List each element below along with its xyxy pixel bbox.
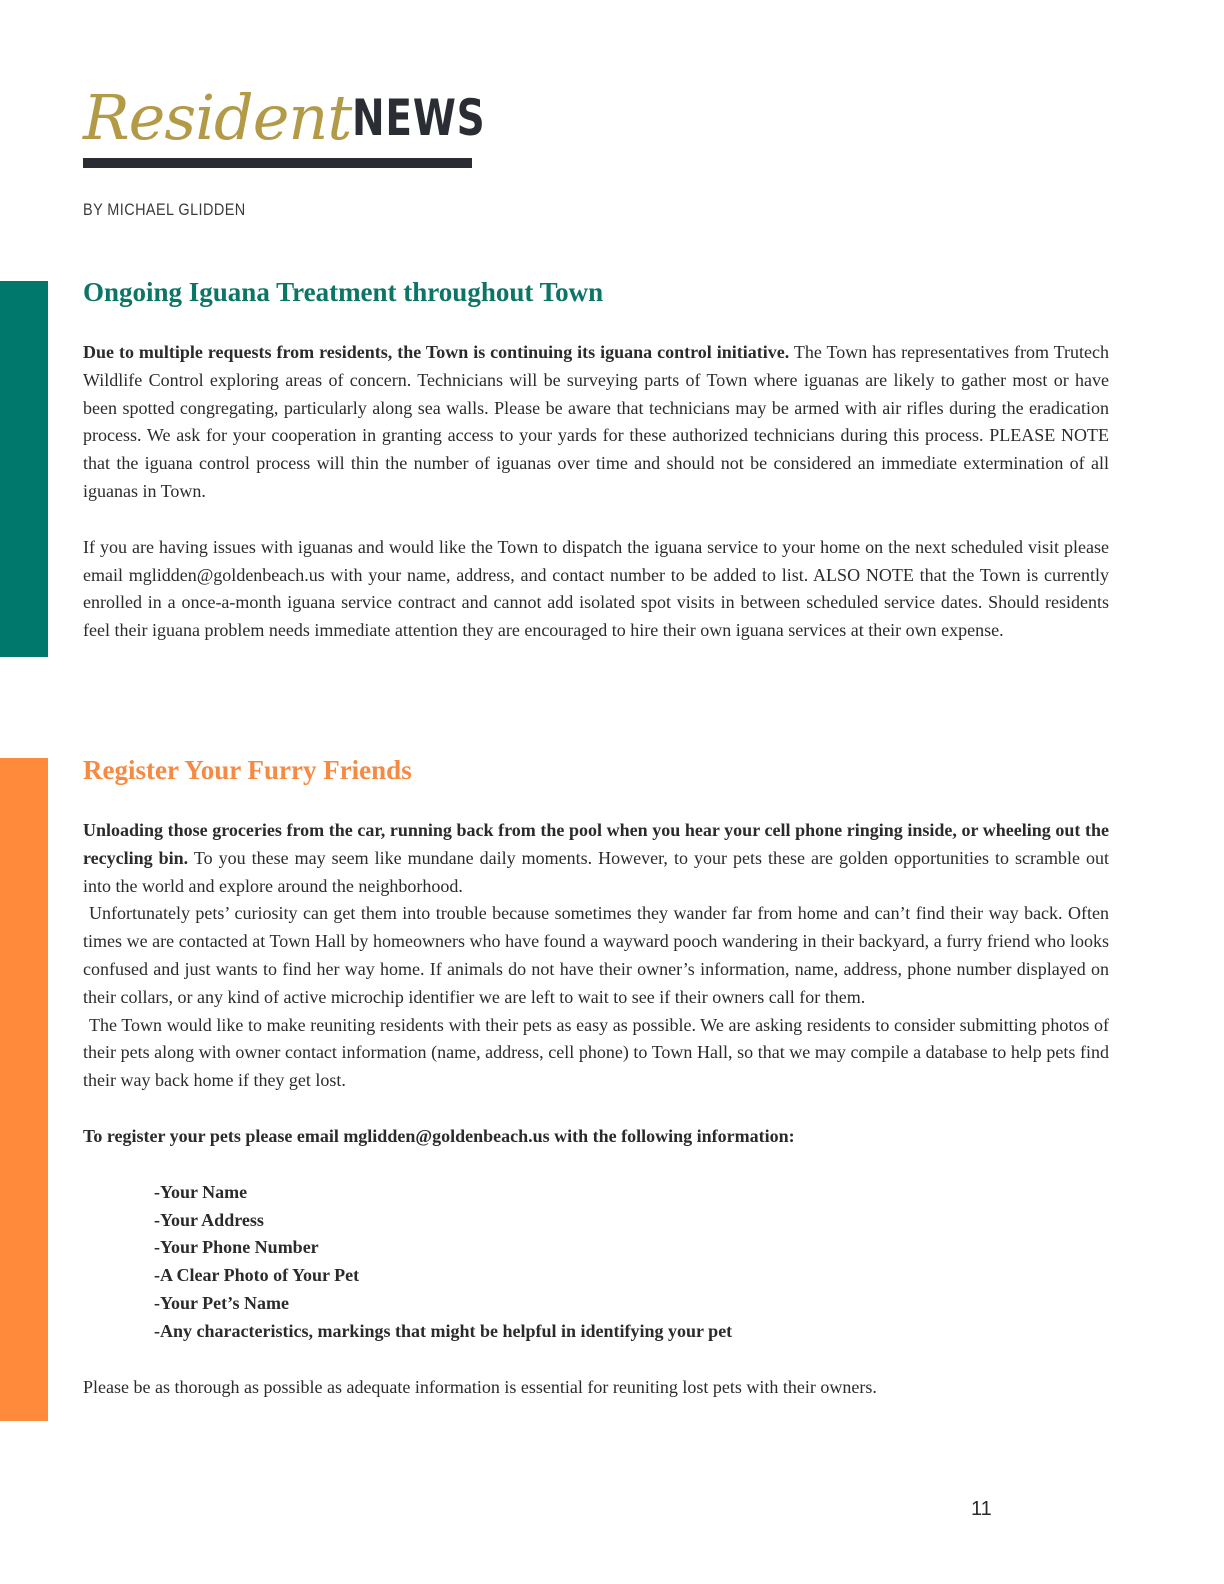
pets-section-title: Register Your Furry Friends — [83, 755, 412, 785]
pets-paragraph-1-lead: Unloading those groceries from the car, running back from the pool when you hear your cell phone ringing inside, or wheeling out the recycling bin. — [83, 820, 1109, 868]
pets-paragraph-3: The Town would like to make reuniting residents with their pets as easy as possible. We are asking residents to consider submitting photos of their pets along with owner contact information (name, address, cell phone) to Town Hall, so that we may compile a database to help pets find their way back home if they get lost. — [83, 1014, 1109, 1091]
masthead-script-word: Resident — [83, 81, 352, 154]
iguana-paragraph-2: If you are having issues with iguanas and would like the Town to dispatch the iguana service to your home on the next scheduled visit please email mglidden@goldenbeach.us with your name, address, and contact number to be added to list. ALSO NOTE that the Town is currently enrolled in a once-a-month iguana service contract and cannot add isolated spot visits in between scheduled service dates. Should residents feel their iguana problem needs immediate attention they are encouraged to hire their own iguana services at their own expense. — [83, 536, 1109, 641]
list-item: -A Clear Photo of Your Pet — [154, 1265, 360, 1286]
iguana-section — [83, 274, 1109, 645]
list-item: -Your Pet’s Name — [154, 1292, 289, 1313]
pets-paragraph-2: Unfortunately pets’ curiosity can get them into trouble because sometimes they wander far from home and can’t find their way back. Often times we are contacted at Town Hall by homeowners who have found a wayward pooch wandering in their backyard, a furry friend who looks confused and just wants to find her way home. If animals do not have their owner’s information, name, address, phone number displayed on their collars, or any kind of active microchip identifier we are left to wait to see if their owners call for them. — [83, 903, 1109, 1007]
masthead-news-word: NEWS — [352, 89, 486, 147]
list-item: -Your Phone Number — [154, 1237, 319, 1258]
iguana-section-title: Ongoing Iguana Treatment throughout Town — [83, 277, 604, 307]
page-number: 11 — [971, 1498, 992, 1520]
section2-side-bar — [0, 758, 48, 1421]
iguana-paragraph-1-body: The Town has representatives from Trutech Wildlife Control exploring areas of concern. Technicians will be surveying parts of Town where iguanas are likely to gather most or have been spotted congregating, particularly along sea walls. Please be aware that technicians may be armed with air rifles during the eradication process. We ask for your cooperation in granting access to your yards for these authorized technicians during this process. PLEASE NOTE that the iguana control process will thin the number of iguanas over time and should not be considered an immediate extermination of all iguanas in Town. — [83, 342, 1109, 501]
closing-paragraph: Please be as thorough as possible as adequate information is essential for reuniting lost pets with their owners. — [83, 1376, 877, 1397]
iguana-paragraph-1-lead: Due to multiple requests from residents, the Town is continuing its iguana control initiative. — [83, 342, 790, 362]
pets-paragraph-1 — [83, 817, 1109, 900]
register-instructions: To register your pets please email mglidden@goldenbeach.us with the following information: — [83, 1125, 795, 1146]
section1-side-bar — [0, 281, 48, 657]
pets-paragraph-1-body: To you these may seem like mundane daily moments. However, to your pets these are golden opportunities to scramble out into the world and explore around the neighborhood. — [83, 847, 1109, 896]
byline: BY MICHAEL GLIDDEN — [83, 200, 246, 219]
list-item: -Any characteristics, markings that might be helpful in identifying your pet — [154, 1320, 733, 1341]
list-item: -Your Name — [154, 1181, 248, 1202]
list-item: -Your Address — [154, 1209, 264, 1230]
iguana-paragraph-1 — [83, 339, 1109, 506]
pets-section — [83, 752, 1109, 1401]
requirements-list — [154, 1179, 1109, 1346]
masthead-rule — [83, 158, 472, 168]
